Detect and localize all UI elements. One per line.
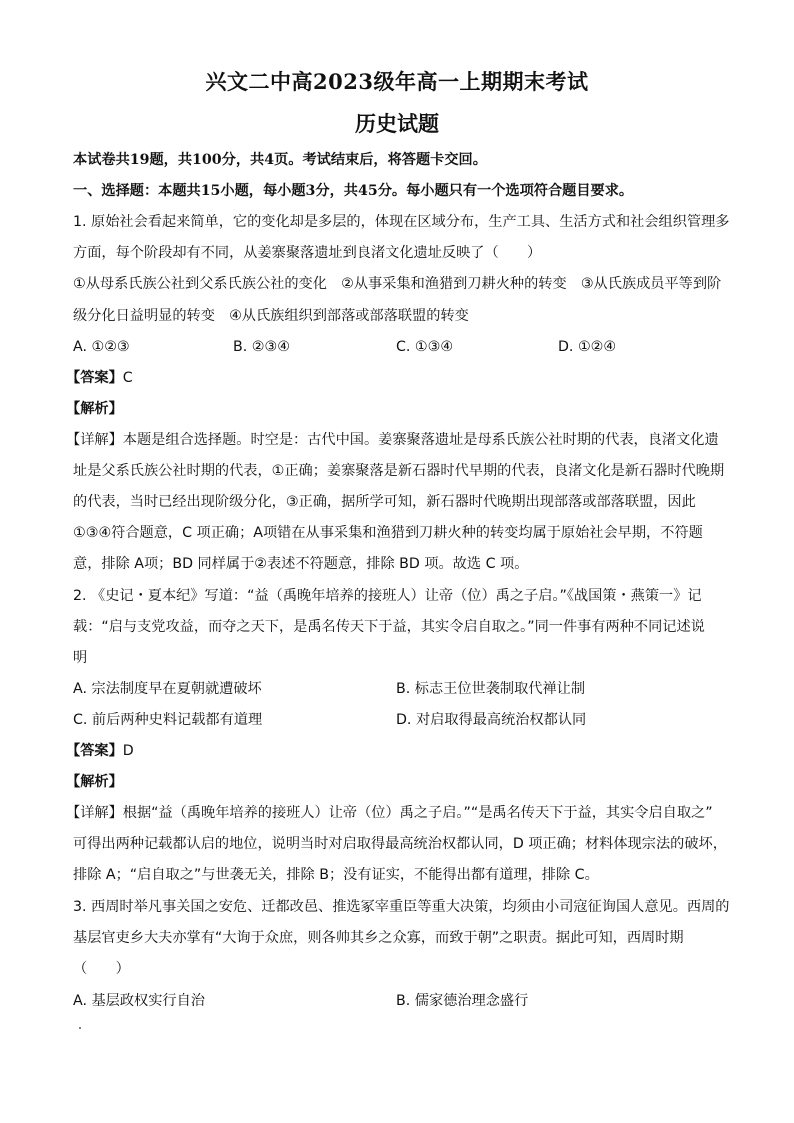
q1-option-b: B. ②③④ (233, 339, 290, 355)
q2-option-d: D. 对启取得最高统治权都认同 (396, 712, 587, 728)
q3-stem-line: 3. 西周时举凡事关国之安危、迁都改邑、推选冢宰重臣等重大决策，均须由小司寇征询国人意见。西周的 (73, 899, 730, 915)
q1-detail-line: 的代表，当时已经出现阶级分化，③正确，据所学可知，新石器时代晚期出现部落或部落联盟，因此 (73, 494, 696, 510)
q1-detail-line: 【详解】本题是组合选择题。时空是：古代中国。姜寨聚落遗址是母系氏族公社时期的代表，良渚文化遗 (66, 432, 719, 448)
q1-option-d: D. ①②④ (558, 339, 617, 355)
answer-value: D (122, 743, 134, 759)
q2-analysis-label: 【解析】 (66, 774, 123, 790)
q1-stem-line: 方面，每个阶段却有不同，从姜寨聚落遗址到良渚文化遗址反映了（ ） (73, 245, 542, 261)
q2-option-c: C. 前后两种史料记载都有道理 (73, 712, 263, 728)
q1-detail-line: 意，排除 A项；BD 同样属于②表述不符题意，排除 BD 项。故选 C 项。 (73, 556, 529, 572)
exam-note: 本试卷共19题，共100分，共4页。考试结束后，将答题卡交回。 (73, 152, 487, 168)
answer-value: C (122, 370, 133, 386)
q2-option-a: A. 宗法制度早在夏朝就遭破坏 (73, 681, 262, 697)
q3-option-b: B. 儒家德治理念盛行 (396, 993, 529, 1009)
q1-answer (66, 368, 133, 388)
q2-stem-line: 2. 《史记・夏本纪》写道：“益（禹晚年培养的接班人）让帝（位）禹之子启。”《战国策・燕策一》记 (73, 588, 702, 604)
q2-detail-line: 排除 A；“启自取之”与世袭无关，排除 B；没有证实，不能得出都有道理，排除 C。 (73, 867, 599, 883)
q1-stem-line: ①从母系氏族公社到父系氏族公社的变化 ②从事采集和渔猎到刀耕火种的转变 ③从氏族成员平等到阶 (73, 276, 722, 292)
q1-option-a: A. ①②③ (73, 339, 130, 355)
q1-analysis-label: 【解析】 (66, 401, 123, 417)
q2-option-b: B. 标志王位世袭制取代禅让制 (396, 681, 586, 697)
answer-label: 【答案】 (66, 370, 123, 386)
q2-detail-line: 可得出两种记载都认启的地位，说明当时对启取得最高统治权都认同，D 项正确；材料体现宗法的破坏， (73, 836, 727, 852)
q3-stem-line: （ ） (73, 961, 130, 977)
stray-mark (79, 1027, 81, 1029)
q1-option-c: C. ①③④ (396, 339, 454, 355)
q2-stem-line: 明 (73, 650, 88, 666)
q2-detail-line: 【详解】根据“益（禹晚年培养的接班人）让帝（位）禹之子启。”“是禹名传天下于益，其实令启自取之” (66, 805, 713, 821)
section-heading: 一、选择题：本题共15小题，每小题3分，共45分。每小题只有一个选项符合题目要求。 (73, 183, 634, 199)
answer-label: 【答案】 (66, 743, 123, 759)
q1-stem-line: 级分化日益明显的转变 ④从氏族组织到部落或部落联盟的转变 (73, 308, 469, 324)
exam-title: 兴文二中高2023级年高一上期期末考试 (205, 69, 589, 94)
q2-stem-line: 载：“启与支党攻益，而夺之天下，是禹名传天下于益，其实令启自取之。”同一件事有两种不同记述说 (73, 619, 705, 635)
q3-stem-line: 基层官吏乡大夫亦掌有“大询于众庶，则各帅其乡之众寡，而致于朝”之职责。据此可知，西周时期 (73, 930, 684, 946)
subject-title: 历史试题 (355, 111, 439, 136)
q1-stem-line: 1. 原始社会看起来简单，它的变化却是多层的，体现在区域分布，生产工具、生活方式和社会组织管理多 (73, 214, 730, 230)
q1-detail-line: ①③④符合题意，C 项正确；A项错在从事采集和渔猎到刀耕火种的转变均属于原始社会早期，不符题 (73, 525, 703, 541)
q1-detail-line: 址是父系氏族公社时期的代表，①正确；姜寨聚落是新石器时代早期的代表，良渚文化是新石器时代晚期 (73, 463, 725, 479)
q3-option-a: A. 基层政权实行自治 (73, 993, 205, 1009)
q2-answer (66, 741, 134, 761)
